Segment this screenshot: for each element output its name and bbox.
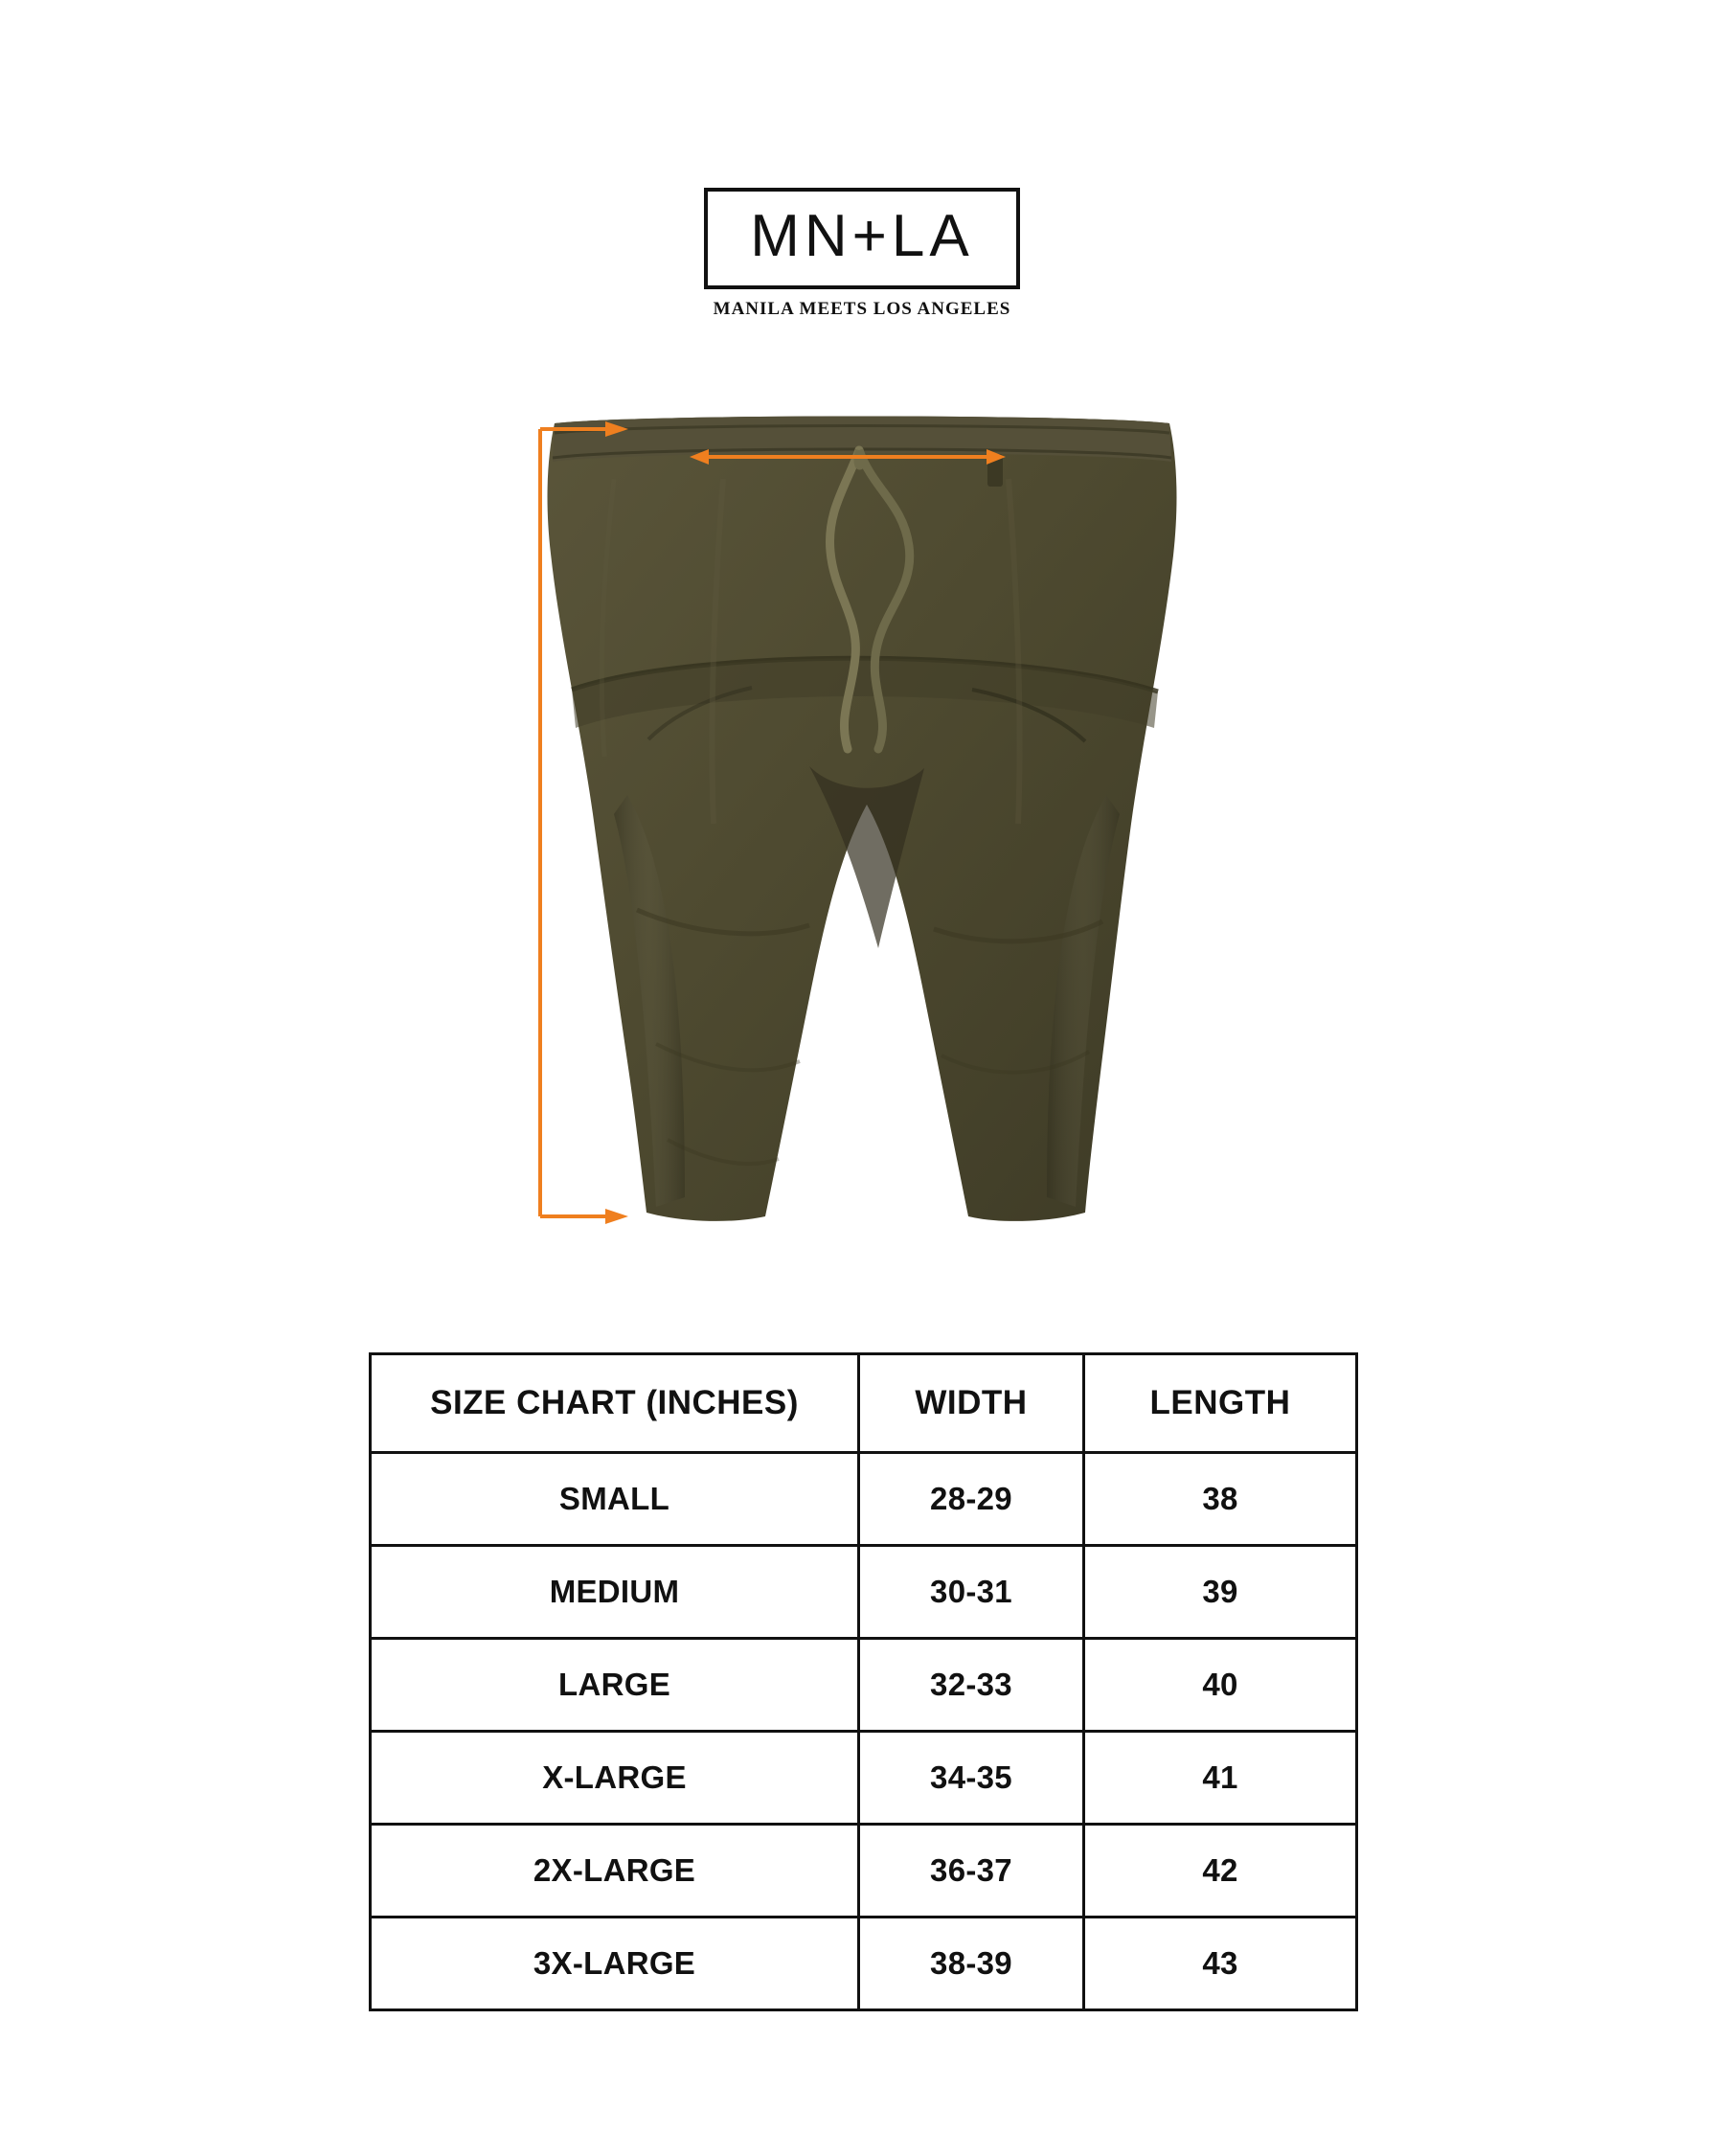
cell-length: 38	[1084, 1453, 1357, 1546]
cell-width: 38-39	[859, 1918, 1084, 2010]
cell-length: 41	[1084, 1732, 1357, 1825]
cell-size: SMALL	[371, 1453, 859, 1546]
pants-illustration	[522, 412, 1202, 1255]
brand-tagline: MANILA MEETS LOS ANGELES	[713, 299, 1011, 319]
cell-length: 39	[1084, 1546, 1357, 1639]
cell-length: 40	[1084, 1639, 1357, 1732]
cell-size: 2X-LARGE	[371, 1825, 859, 1918]
product-photo	[522, 412, 1202, 1255]
size-chart-container	[369, 1352, 1355, 2011]
table-row	[371, 1825, 1357, 1918]
header-length: LENGTH	[1084, 1354, 1357, 1453]
brand-logo-text: MN+LA	[750, 203, 974, 269]
cell-size: LARGE	[371, 1639, 859, 1732]
table-row	[371, 1453, 1357, 1546]
cell-width: 30-31	[859, 1546, 1084, 1639]
cell-width: 34-35	[859, 1732, 1084, 1825]
table-row	[371, 1546, 1357, 1639]
cell-width: 32-33	[859, 1639, 1084, 1732]
table-row	[371, 1639, 1357, 1732]
cell-size: 3X-LARGE	[371, 1918, 859, 2010]
cell-size: MEDIUM	[371, 1546, 859, 1639]
cell-length: 42	[1084, 1825, 1357, 1918]
table-row	[371, 1918, 1357, 2010]
table-header-row	[371, 1354, 1357, 1453]
cell-length: 43	[1084, 1918, 1357, 2010]
size-chart-table	[369, 1352, 1358, 2011]
header-size: SIZE CHART (INCHES)	[371, 1354, 859, 1453]
brand-logo-box	[704, 188, 1019, 289]
table-row	[371, 1732, 1357, 1825]
brand-header	[0, 188, 1724, 320]
cell-width: 28-29	[859, 1453, 1084, 1546]
cell-size: X-LARGE	[371, 1732, 859, 1825]
header-width: WIDTH	[859, 1354, 1084, 1453]
cell-width: 36-37	[859, 1825, 1084, 1918]
